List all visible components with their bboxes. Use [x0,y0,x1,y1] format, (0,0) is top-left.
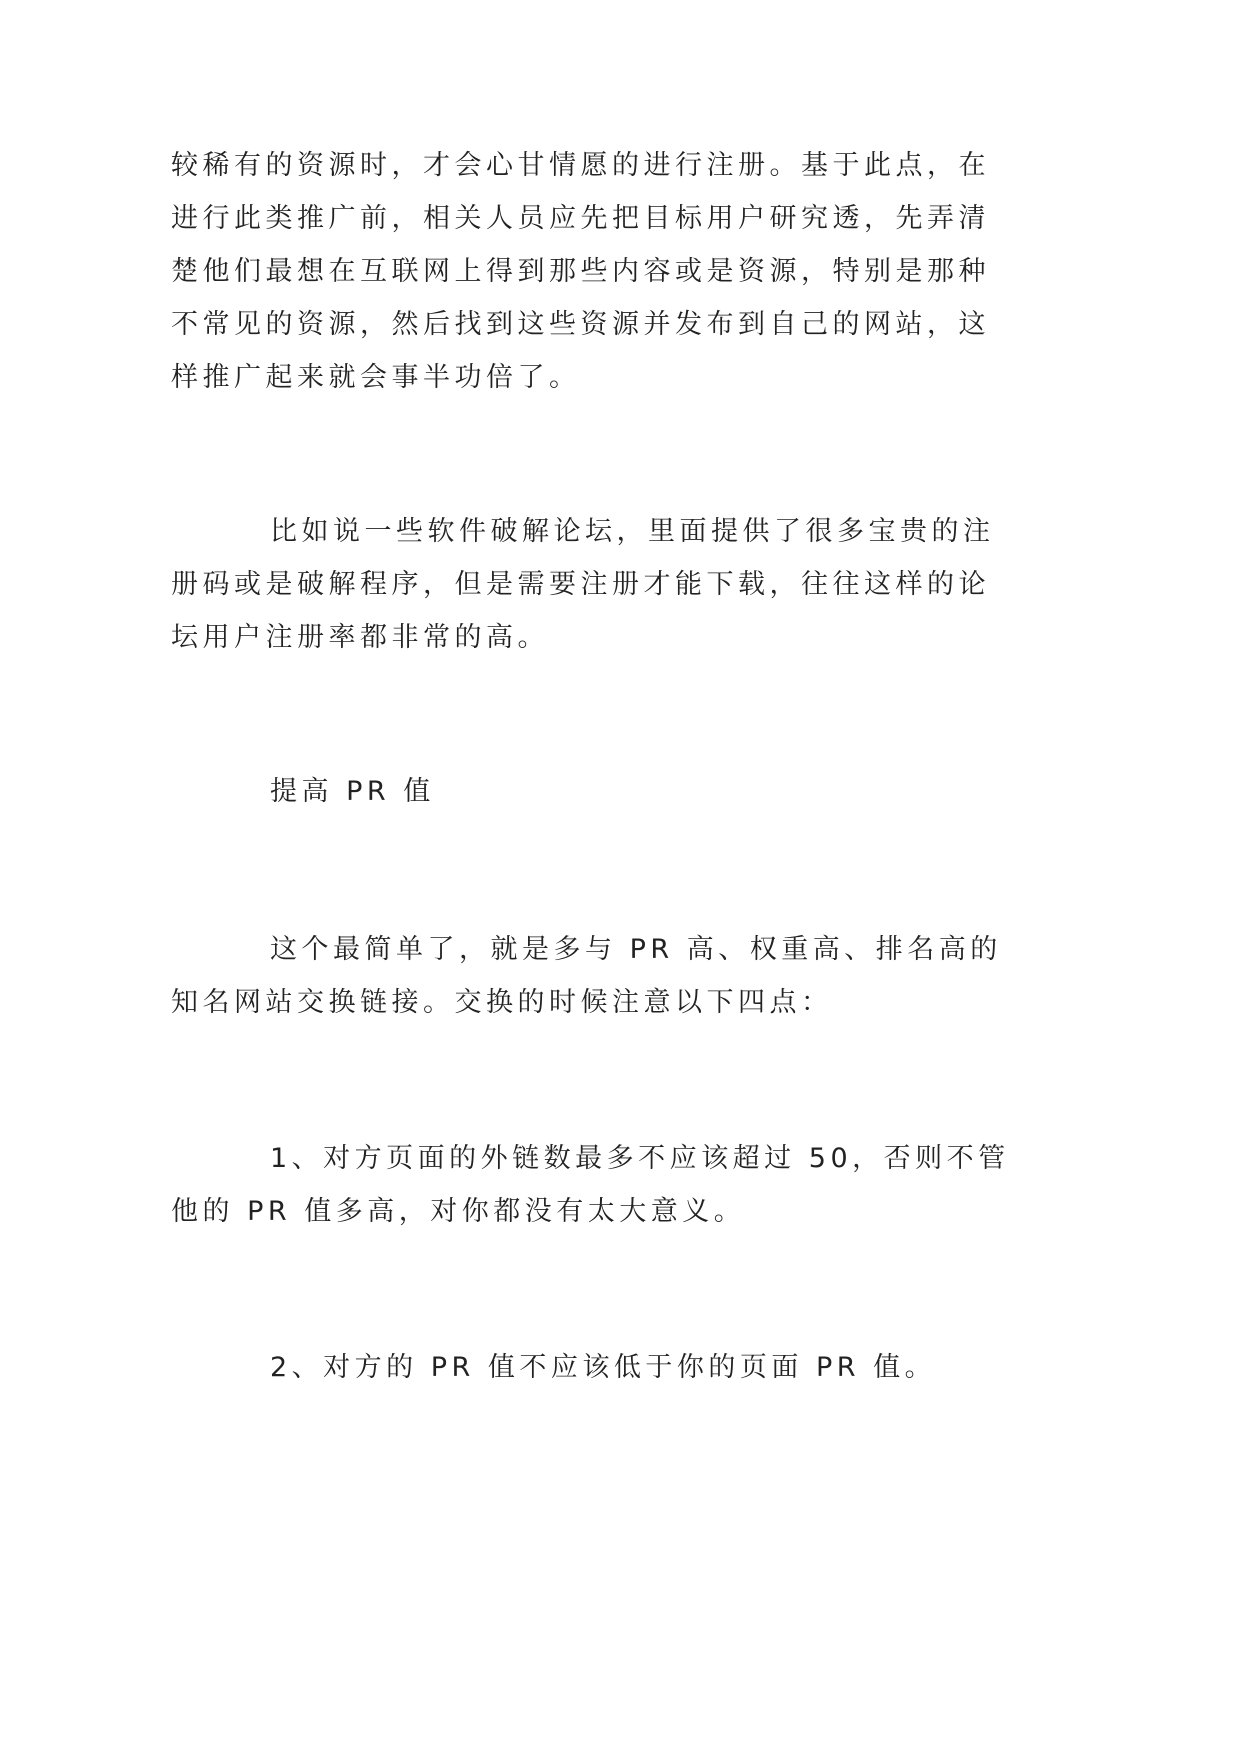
paragraph-1-line-1: 较稀有的资源时，才会心甘情愿的进行注册。基于此点，在 [171,150,990,181]
paragraph-1-line-3: 楚他们最想在互联网上得到那些内容或是资源，特别是那种 [171,256,990,287]
paragraph-2-line-3: 坛用户注册率都非常的高。 [171,622,549,653]
point-1-line-1: 1、对方页面的外链数最多不应该超过 50，否则不管 [270,1143,1010,1174]
paragraph-2-line-1: 比如说一些软件破解论坛，里面提供了很多宝贵的注 [270,516,995,547]
paragraph-2-line-2: 册码或是破解程序，但是需要注册才能下载，往往这样的论 [171,569,990,600]
paragraph-3-line-2: 知名网站交换链接。交换的时候注意以下四点： [171,987,833,1018]
paragraph-1-line-5: 样推广起来就会事半功倍了。 [171,362,581,393]
section-heading: 提高 PR 值 [270,776,435,807]
paragraph-1-line-4: 不常见的资源，然后找到这些资源并发布到自己的网站，这 [171,309,990,340]
point-1-line-2: 他的 PR 值多高，对你都没有太大意义。 [171,1196,746,1227]
paragraph-3-line-1: 这个最简单了，就是多与 PR 高、权重高、排名高的 [270,934,1002,965]
paragraph-1-line-2: 进行此类推广前，相关人员应先把目标用户研究透，先弄清 [171,203,990,234]
point-2-line-1: 2、对方的 PR 值不应该低于你的页面 PR 值。 [270,1352,937,1383]
